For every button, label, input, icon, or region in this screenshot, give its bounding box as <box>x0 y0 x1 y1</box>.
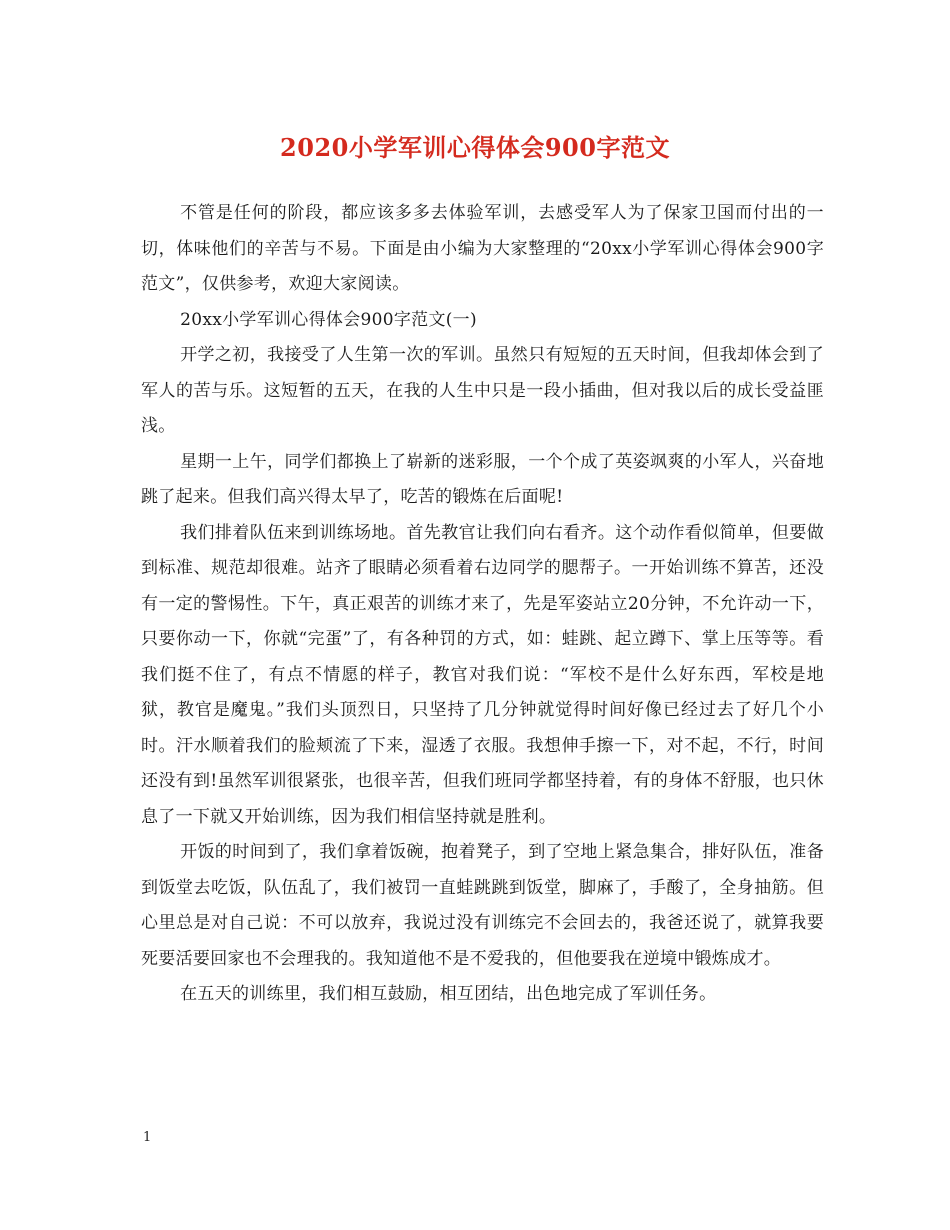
body-paragraph: 开学之初，我接受了人生第一次的军训。虽然只有短短的五天时间，但我却体会到了军人的苦与乐。这短暂的五天，在我的人生中只是一段小插曲，但对我以后的成长受益匪浅。 <box>141 345 824 436</box>
body-paragraph: 在五天的训练里，我们相互鼓励，相互团结，出色地完成了军训任务。 <box>180 984 717 1004</box>
section-heading: 20xx小学军训心得体会900字范文(一) <box>180 309 477 330</box>
document-title: 2020小学军训心得体会900字范文 <box>280 133 670 162</box>
page-number: 1 <box>143 1130 152 1145</box>
body-paragraph: 我们排着队伍来到训练场地。首先教官让我们向右看齐。这个动作看似简单，但要做到标准、规范却很难。站齐了眼睛必须看着右边同学的腮帮子。一开始训练不算苦，还没有一定的警惕性。下午，真正艰苦的训练才来了，先是军姿站立20分钟，不允许动一下，只要你动一下，你就“完蛋”了，有各种罚的方式，如：蛙跳、起立蹲下、掌上压等等。看我们挺不住了，有点不情愿的样子，教官对我们说：“军校不是什么好东西，军校是地狱，教官是魔鬼。”我们头顶烈日，只坚持了几分钟就觉得时间好像已经过去了好几个小时。汗水顺着我们的脸颊流了下来，湿透了衣服。我想伸手擦一下，对不起，不行，时间还没有到!虽然军训很紧张，也很辛苦，但我们班同学都坚持着，有的身体不舒服，也只休息了一下就又开始训练，因为我们相信坚持就是胜利。 <box>141 522 824 827</box>
body-paragraph: 开饭的时间到了，我们拿着饭碗，抱着凳子，到了空地上紧急集合，排好队伍，准备到饭堂去吃饭，队伍乱了，我们被罚一直蛙跳跳到饭堂，脚麻了，手酸了，全身抽筋。但心里总是对自己说：不可以放弃，我说过没有训练完不会回去的，我爸还说了，就算我要死要活要回家也不会理我的。我知道他不是不爱我的，但他要我在逆境中锻炼成才。 <box>141 842 824 969</box>
body-paragraph: 星期一上午，同学们都换上了崭新的迷彩服，一个个成了英姿飒爽的小军人，兴奋地跳了起来。但我们高兴得太早了，吃苦的锻炼在后面呢! <box>141 451 824 507</box>
intro-paragraph: 不管是任何的阶段，都应该多多去体验军训，去感受军人为了保家卫国而付出的一切，体味他们的辛苦与不易。下面是由小编为大家整理的“20xx小学军训心得体会900字范文”，仅供参考，欢迎大家阅读。 <box>141 203 824 294</box>
document-body <box>141 196 824 1013</box>
